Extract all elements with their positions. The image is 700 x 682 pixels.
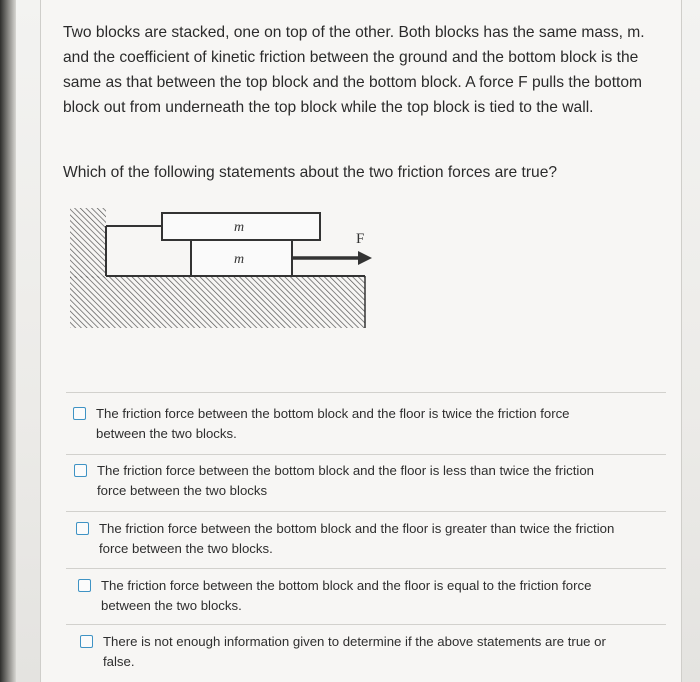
option-1-checkbox[interactable] bbox=[73, 407, 86, 420]
option-4-checkbox[interactable] bbox=[78, 579, 91, 592]
option-3-checkbox[interactable] bbox=[76, 522, 89, 535]
option-2-checkbox[interactable] bbox=[74, 464, 87, 477]
divider bbox=[66, 511, 666, 512]
divider bbox=[66, 392, 666, 393]
wall bbox=[70, 208, 106, 278]
option-5-label: There is not enough information given to determine if the above statements are true or false. bbox=[103, 634, 606, 669]
divider bbox=[66, 624, 666, 625]
option-2[interactable] bbox=[74, 461, 614, 500]
physics-diagram bbox=[66, 200, 386, 332]
option-3[interactable] bbox=[76, 519, 616, 558]
bottom-block-label: m bbox=[234, 252, 245, 267]
option-4[interactable] bbox=[78, 576, 618, 615]
option-5[interactable] bbox=[80, 632, 620, 671]
top-block-label: m bbox=[234, 220, 245, 235]
option-3-label: The friction force between the bottom block and the floor is greater than twice the friction force between the two blocks. bbox=[99, 521, 615, 556]
option-1[interactable] bbox=[73, 404, 613, 443]
question-prompt: Which of the following statements about the two friction forces are true? bbox=[63, 164, 558, 181]
option-5-checkbox[interactable] bbox=[80, 635, 93, 648]
divider bbox=[66, 568, 666, 569]
option-2-label: The friction force between the bottom block and the floor is less than twice the friction force between the two blocks bbox=[97, 463, 594, 498]
force-label: F bbox=[356, 231, 365, 247]
option-1-label: The friction force between the bottom block and the floor is twice the friction force between the two blocks. bbox=[96, 406, 570, 441]
divider bbox=[66, 454, 666, 455]
photo-left-edge bbox=[0, 0, 16, 682]
option-4-label: The friction force between the bottom block and the floor is equal to the friction force between the two blocks. bbox=[101, 578, 592, 613]
arrow-head-icon bbox=[358, 251, 372, 265]
question-text: Two blocks are stacked, one on top of the other. Both blocks has the same mass, m. and the coefficient of kinetic friction between the ground and the bottom block is the same as that between the top block and the bottom block. A force F pulls the bottom block out from underneath the top block while the top block is tied to the wall. bbox=[63, 24, 645, 116]
floor bbox=[70, 276, 365, 328]
